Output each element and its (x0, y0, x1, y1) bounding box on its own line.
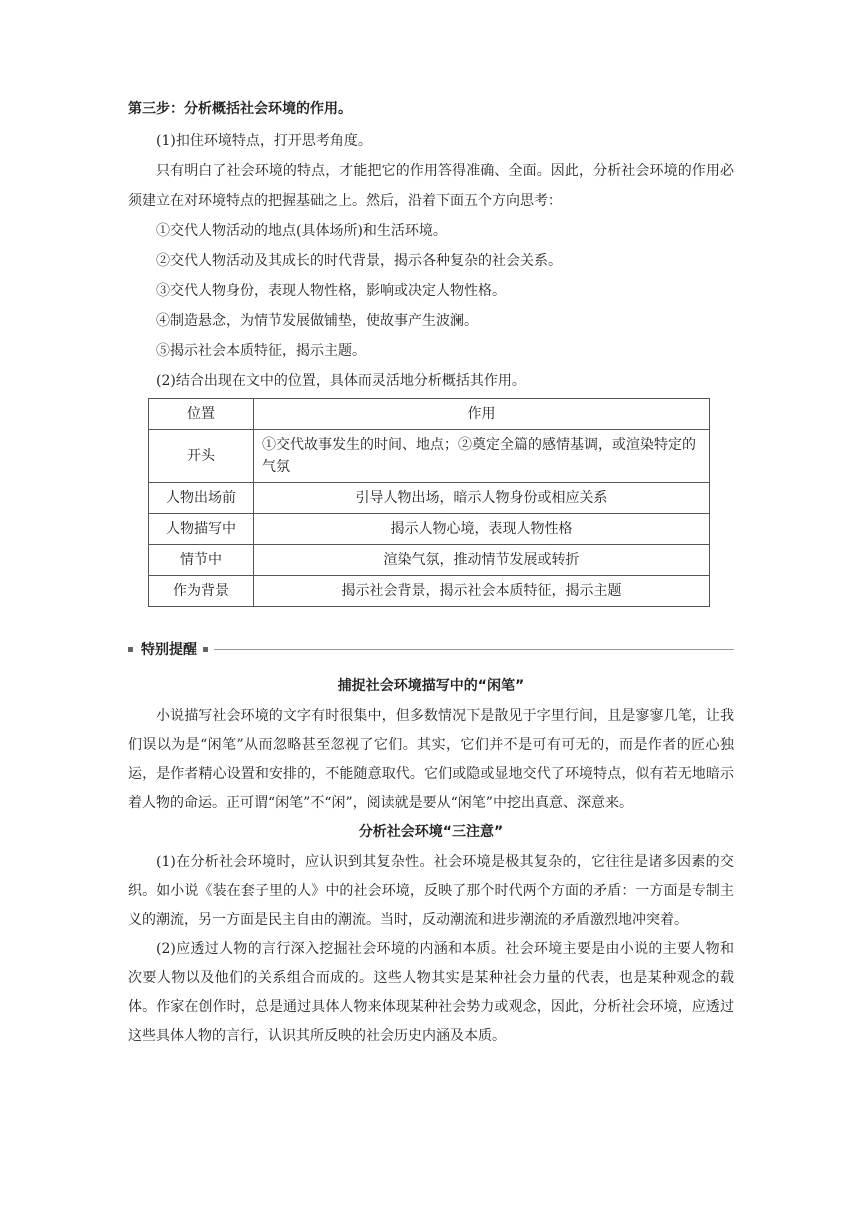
intro-paragraph: 只有明白了社会环境的特点，才能把它的作用答得准确、全面。因此，分析社会环境的作用必须建立在对环境特点的把握基础之上。然后，沿着下面五个方向思考： (128, 163, 734, 209)
cell-position: 人物描写中 (149, 514, 254, 545)
cell-position: 人物出场前 (149, 483, 254, 514)
tip-title-1: 捕捉社会环境描写中的“闲笔” (337, 678, 525, 694)
square-bullet-icon (203, 647, 208, 652)
table-row (149, 545, 710, 576)
tip-paragraph-3: (2)应透过人物的言行深入挖掘社会环境的内涵和本质。社会环境主要是由小说的主要人物和次要人物以及他们的关系组合而成的。这些人物其实是某种社会力量的代表，也是某种观念的载体。作家在创作时，总是通过具体人物来体现某种社会势力或观念，因此，分析社会环境，应透过这些具体人物的言行，认识其所反映的社会历史内涵及本质。 (128, 941, 734, 1044)
table-row (149, 514, 710, 545)
cell-role: 引导人物出场，暗示人物身份或相应关系 (254, 483, 710, 514)
cell-role: 渲染气氛，推动情节发展或转折 (254, 545, 710, 576)
tip-paragraph-2: (1)在分析社会环境时，应认识到其复杂性。社会环境是极其复杂的，它往往是诸多因素的交织。如小说《装在套子里的人》中的社会环境，反映了那个时代两个方面的矛盾：一方面是专制主义的潮流，另一方面是民主自由的潮流。当时，反动潮流和进步潮流的矛盾激烈地冲突着。 (128, 854, 734, 928)
position-role-table (148, 398, 710, 607)
header-position: 位置 (149, 399, 254, 430)
list-item: ①交代人物活动的地点(具体场所)和生活环境。 (156, 223, 447, 239)
tip-paragraph-1: 小说描写社会环境的文字有时很集中，但多数情况下是散见于字里行间，且是寥寥几笔，让我们误以为是“闲笔”从而忽略甚至忽视了它们。其实，它们并不是可有可无的，而是作者的匠心独运，是作者精心设置和安排的，不能随意取代。它们或隐或显地交代了环境特点，似有若无地暗示着人物的命运。正可谓“闲笔”不“闲”，阅读就是要从“闲笔”中挖出真意、深意来。 (128, 708, 734, 811)
step-title: 第三步：分析概括社会环境的作用。 (128, 101, 352, 117)
list-item: ④制造悬念，为情节发展做铺垫，使故事产生波澜。 (156, 313, 478, 329)
table-row (149, 430, 710, 483)
sub-heading-1: (1)扣住环境特点，打开思考角度。 (156, 133, 372, 149)
tip-title-2: 分析社会环境“三注意” (358, 824, 504, 840)
cell-position: 作为背景 (149, 576, 254, 607)
tip-label: 特别提醒 (141, 642, 197, 658)
list-item: ⑤揭示社会本质特征，揭示主题。 (156, 343, 366, 359)
cell-role: 揭示人物心境，表现人物性格 (254, 514, 710, 545)
table-row (149, 576, 710, 607)
list-item: ③交代人物身份，表现人物性格，影响或决定人物性格。 (156, 283, 506, 299)
square-bullet-icon (128, 647, 133, 652)
divider (214, 649, 734, 650)
cell-position: 情节中 (149, 545, 254, 576)
tip-section (128, 672, 734, 1051)
table-header-row (149, 399, 710, 430)
list-item: ②交代人物活动及其成长的时代背景，揭示各种复杂的社会关系。 (156, 253, 562, 269)
header-role: 作用 (254, 399, 710, 430)
sub-heading-2: (2)结合出现在文中的位置，具体而灵活地分析概括其作用。 (156, 373, 526, 389)
cell-role: ①交代故事发生的时间、地点；②奠定全篇的感情基调，或渲染特定的气氛 (254, 430, 710, 483)
tip-header-bar (128, 637, 734, 661)
step-section (128, 96, 734, 607)
table-row (149, 483, 710, 514)
cell-position: 开头 (149, 430, 254, 483)
cell-role: 揭示社会背景，揭示社会本质特征，揭示主题 (254, 576, 710, 607)
